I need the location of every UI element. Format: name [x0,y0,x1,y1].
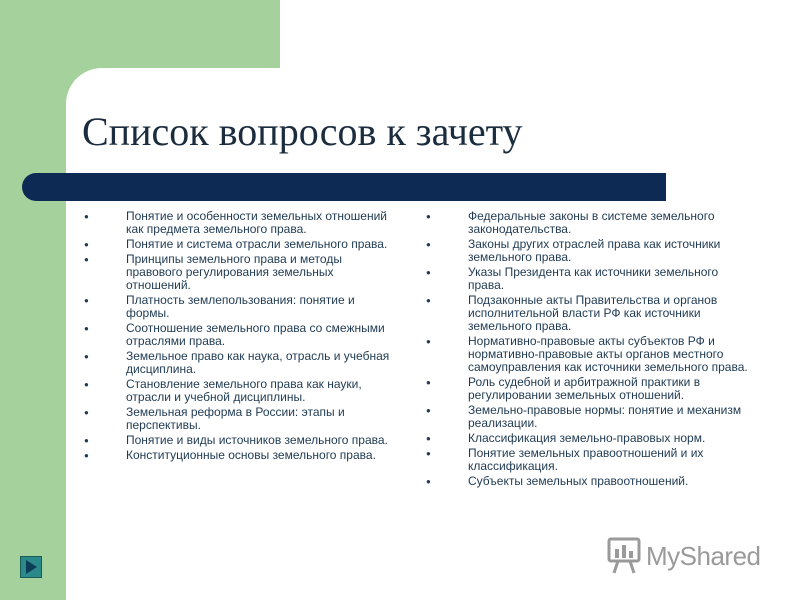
question-item: ● Понятие и система отрасли земельного права. [80,238,396,251]
question-item: ● Принципы земельного права и методы правового регулирования земельных отношений. [80,253,396,292]
myshared-logo [606,536,761,576]
question-item: ● Конституционные основы земельного права. [80,449,396,462]
questions-list-left [80,210,396,464]
question-item: ● Роль судебной и арбитражной практики в регулировании земельных отношений. [422,376,756,402]
question-item: ● Указы Президента как источники земельного права. [422,266,756,292]
question-item: ● Федеральные законы в системе земельного законодательства. [422,210,756,236]
logo-text: MyShared [646,540,761,571]
question-item: ● Нормативно-правовые акты субъектов РФ и нормативно-правовые акты органов местного самоуправления как источники земельного права. [422,335,756,374]
slide-title: Список вопросов к зачету [82,109,523,154]
question-item: ● Соотношение земельного права со смежными отраслями права. [80,322,396,348]
question-item: ● Земельное право как наука, отрасль и учебная дисциплина. [80,350,396,376]
question-item: ● Субъекты земельных правоотношений. [422,475,756,488]
title-underline-bar [22,173,666,201]
question-item: ● Законы других отраслей права как источники земельного права. [422,238,756,264]
question-item: ● Земельно-правовые нормы: понятие и механизм реализации. [422,404,756,430]
questions-list-right [422,210,756,490]
question-item: ● Понятие земельных правоотношений и их классификация. [422,447,756,473]
next-slide-button[interactable] [20,556,42,578]
presentation-board-icon [606,537,642,575]
question-item: ● Земельная реформа в России: этапы и перспективы. [80,406,396,432]
green-side-strip [0,0,66,600]
question-item: ● Понятие и виды источников земельного права. [80,434,396,447]
play-arrow-icon [21,557,41,577]
question-item: ● Понятие и особенности земельных отношений как предмета земельного права. [80,210,396,236]
question-item: ● Платность землепользования: понятие и формы. [80,294,396,320]
question-item: ● Становление земельного права как науки, отрасли и учебной дисциплины. [80,378,396,404]
question-item: ● Подзаконные акты Правительства и органов исполнительной власти РФ как источники земельного права. [422,294,756,333]
question-item: ● Классификация земельно-правовых норм. [422,432,756,445]
